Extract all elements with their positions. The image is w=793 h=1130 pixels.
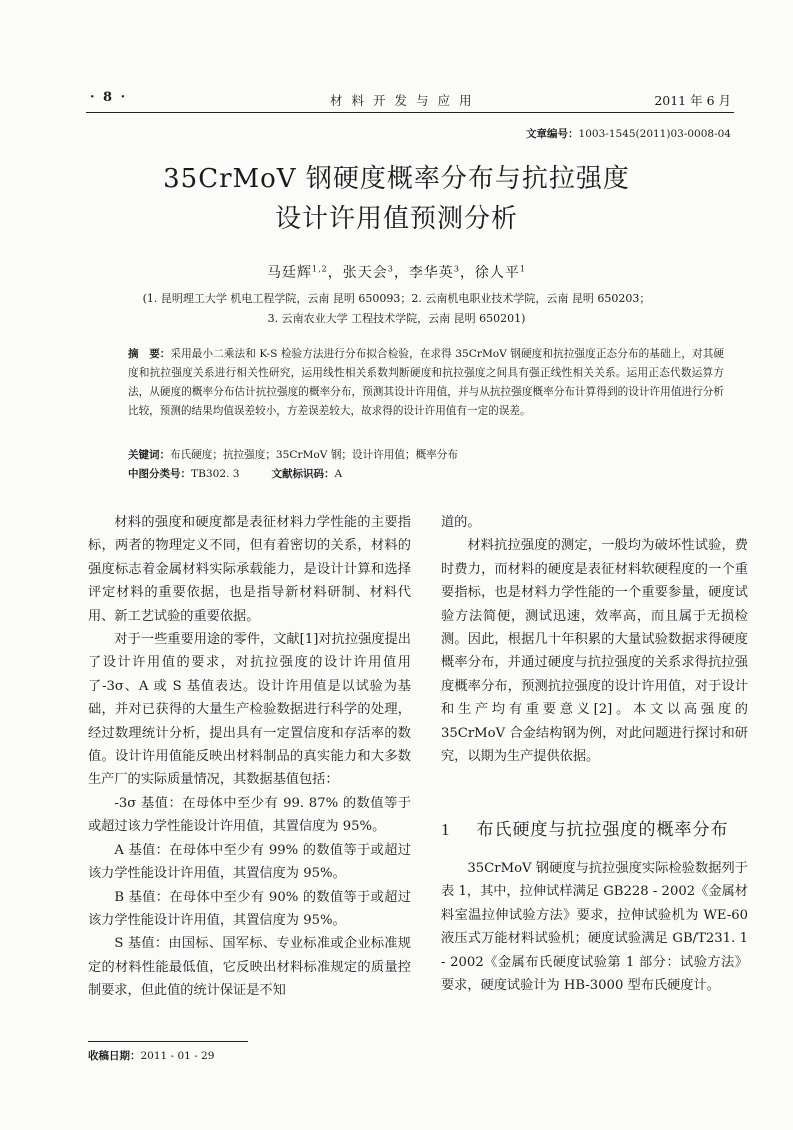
affiliation-line2: 3. 云南农业大学 工程技术学院，云南 昆明 650201) (267, 312, 526, 325)
page-number: · 8 · (90, 90, 128, 105)
doc-code-label: 文献标识码： (271, 468, 335, 480)
body-paragraph: 材料的强度和硬度都是表征材料力学性能的主要指标，两者的物理定义不同，但有着密切的关系，材料的强度标志着金属材料实际承载能力，是设计计算和选择评定材料的重要依据，也是指导新材料研制、材料代用、新工艺试验的重要依据。 (88, 515, 411, 624)
body-paragraph: 道的。 (441, 515, 481, 530)
footnote-rule (88, 1041, 248, 1042)
body-paragraph: 对于一些重要用途的零件，文献[1]对抗拉强度提出了设计许用值的要求，对抗拉强度的设计许用值用了-3σ、A 或 S 基值表达。设计许用值是以试验为基础，并对已获得的大量生产检验数据进行科学的处理，经过数理统计分析，提出具有一定置信度和存活率的数值。设计许用值能反映出材料制品的真实能力和大多数生产厂的实际质量情况，其数据基值包括： (88, 632, 411, 788)
body-paragraph: -3σ 基值：在母体中至少有 99. 87% 的数值等于或超过该力学性能设计许用值，其置信度为 95%。 (88, 795, 411, 835)
issue-date: 2011 年 6 月 (654, 93, 731, 108)
author: 李华英 (408, 265, 454, 281)
author: 马廷辉 (266, 265, 312, 281)
body-paragraph: S 基值：由国标、国军标、专业标准或企业标准规定的材料性能最低值，它反映出材料标准规定的质量控制要求，但此值的统计保证是不知 (88, 936, 411, 999)
keywords-label: 关键词： (128, 449, 170, 461)
affiliation-line1: (1. 昆明理工大学 机电工程学院，云南 昆明 650093；2. 云南机电职业技术学院，云南 昆明 650203； (142, 292, 651, 305)
abstract-text: 采用最小二乘法和 K-S 检验方法进行分布拟合检验，在求得 35CrMoV 钢硬度和抗拉强度正态分布的基础上，对其硬度和抗拉强度关系进行相关性研究，运用线性相关系数判断硬度和抗拉强度之间具有强正线性相关关系。运用正态代数运算方法，从硬度的概率分布估计抗拉强度的概率分布，预测其设计许用值，并与从抗拉强度概率分布计算得到的设计许用值进行分析比较，预测的结果均值误差较小，方差误差较大，故求得的设计许用值有一定的误差。 (128, 348, 724, 417)
doc-code-value: A (334, 468, 343, 480)
journal-name: 材料开发与应用 (330, 93, 481, 108)
received-date (88, 1048, 214, 1063)
author-affil-mark: 3 (453, 264, 460, 274)
clc-value: TB302. 3 (191, 468, 240, 480)
section-number: 1 (441, 820, 451, 839)
section-title: 布氏硬度与抗拉强度的概率分布 (476, 820, 729, 840)
author-affil-mark: 1 (519, 264, 526, 274)
body-paragraph: 材料抗拉强度的测定，一般均为破坏性试验，费时费力，而材料的硬度是表征材料软硬程度的一个重要指标，也是材料力学性能的一个重要参量，硬度试验方法简便，测试迅速，效率高，而且属于无损检测。因此，根据几十年积累的大量试验数据求得硬度概率分布，并通过硬度与抗拉强度的关系求得抗拉强度概率分布，预测抗拉强度的设计许用值，对于设计和生产均有重要意义[2]。本文以高强度的 35CrMoV 合金结构钢为例，对此问题进行探讨和研究，以期为生产提供依据。 (441, 538, 748, 765)
author: 张天会 (342, 265, 388, 281)
section-body (441, 857, 748, 997)
author-affil-mark: 1,2 (311, 264, 328, 274)
header-rule (86, 112, 734, 113)
paper-title-line2: 设计许用值预测分析 (274, 204, 518, 234)
body-paragraph: B 基值：在母体中至少有 90% 的数值等于或超过该力学性能设计许用值，其置信度为 95%。 (88, 889, 411, 928)
paper-title-line1: 35CrMoV 钢硬度概率分布与抗拉强度 (163, 164, 630, 194)
article-number (526, 126, 731, 141)
author-affil-mark: 3 (387, 264, 394, 274)
abstract-label: 摘 要： (128, 348, 171, 360)
keywords (128, 447, 724, 462)
classification (128, 466, 342, 481)
section-heading (441, 815, 729, 840)
left-column (88, 511, 411, 1003)
body-paragraph: A 基值：在母体中至少有 99% 的数值等于或超过该力学性能设计许用值，其置信度为 95%。 (88, 842, 411, 882)
abstract (128, 345, 724, 421)
author-list: 马廷辉$^{1,2}$，张天会$^3$，李华英$^3$，徐人平$^1$ (266, 264, 526, 281)
clc-label: 中图分类号： (128, 468, 191, 480)
received-value: 2011 - 01 - 29 (140, 1050, 215, 1062)
article-number-label: 文章编号： (526, 128, 579, 140)
body-paragraph: 35CrMoV 钢硬度与抗拉强度实际检验数据列于表 1，其中，拉伸试样满足 GB228 - 2002《金属材料室温拉伸试验方法》要求，拉伸试验机为 WE-60 液压式万能材料试验机；硬度试验满足 GB/T231. 1 - 2002《金属布氏硬度试验第 1 部分：试验方法》要求，硬度试验计为 HB-3000 型布氏硬度计。 (441, 861, 748, 994)
article-number-value: 1003-1545(2011)03-0008-04 (578, 128, 731, 140)
right-column (441, 511, 748, 768)
received-label: 收稿日期： (88, 1050, 141, 1062)
author: 徐人平 (474, 265, 520, 281)
keywords-text: 布氏硬度；抗拉强度；35CrMoV 钢；设计许用值；概率分布 (170, 449, 458, 461)
